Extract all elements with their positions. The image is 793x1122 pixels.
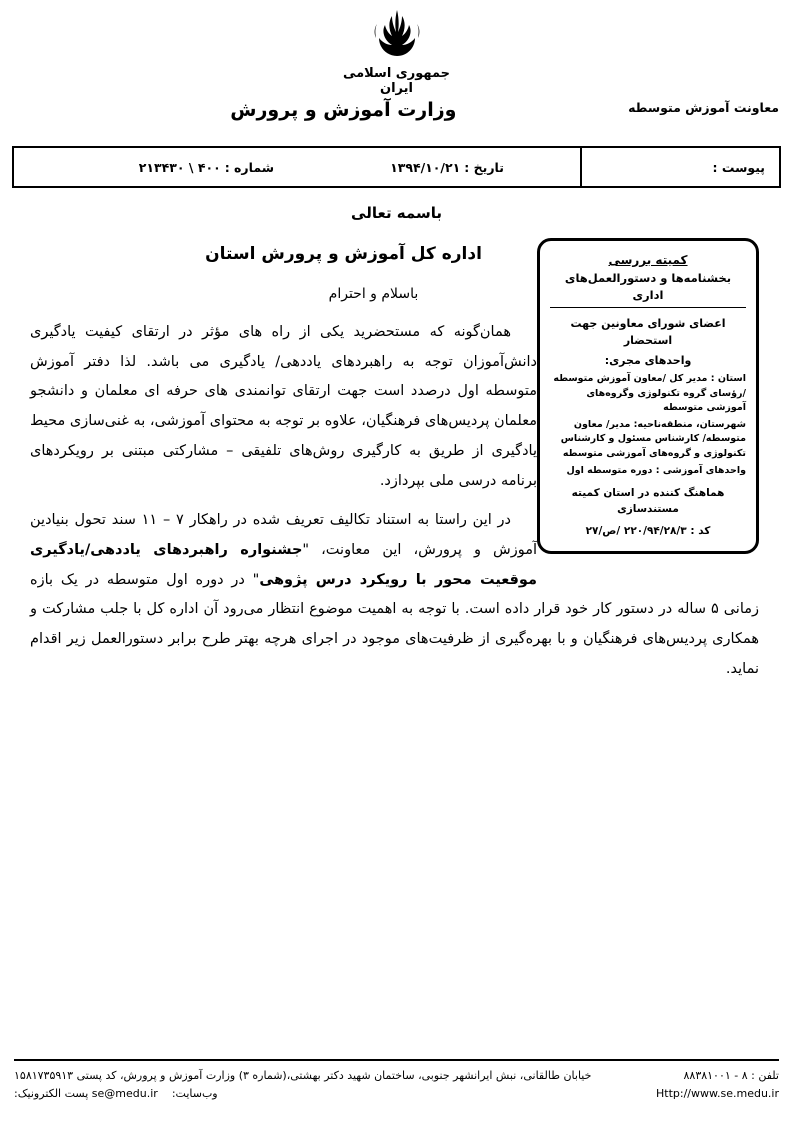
number-field (14, 148, 314, 186)
letter-paragraph-2: در این راستا به استناد تکالیف تعریف شده در راهکار ۷ – ۱۱ سند تحول بنیادین آموزش و پرورش، این معاونت، "جشنواره راهبردهای یاددهی/یادگیری موقعیت محور با رویکرد درس پژوهی" در دوره اول متوسطه در یک بازه زمانی ۵ ساله در دستور کار خود قرار داده است. با توجه به اهمیت موضوع انتظار می‌رود آن اداره کل با جلب مشارکت و همکاری پردیس‌های فرهنگیان و با بهره‌گیری از ظرفیت‌های موجود در اجرای هرچه بهتر طرح برابر دستورالعمل زیر اقدام نماید. (30, 512, 760, 677)
footer-address: خیابان طالقانی، نبش ایرانشهر جنوبی، ساختمان شهید دکتر بهشتی،(شماره ۳) وزارت آموزش و پرورش، کد پستی ۱۵۸۱۷۳۵۹۱۳ (14, 1068, 592, 1082)
stamp-row: واحدهای آموزشی : دوره متوسطه اول (566, 464, 746, 476)
stamp-row: شهرستان، منطقه‌ناحیه: مدیر/ معاون متوسطه/ کارشناس مسئول و کارشناس تکنولوژی و گروه‌های آموزشی متوسطه (560, 419, 746, 459)
stamp-code (550, 523, 746, 539)
ministry-emblem (230, 8, 457, 121)
iran-emblem-icon (337, 8, 457, 64)
letter-salutation: باسلام و احترام (328, 286, 419, 302)
footer-email[interactable]: se@medu.ir (91, 1087, 158, 1101)
letter-meta-bar (12, 146, 781, 188)
letter-body (30, 244, 759, 685)
stamp-heading-2: واحدهای مجری: (604, 354, 692, 368)
date-value: ۱۳۹۴/۱۰/۲۱ (390, 159, 461, 175)
stamp-row: استان : مدیر کل /معاون آموزش متوسطه /رؤسای گروه تکنولوژی وگروه‌های آموزشی متوسطه (553, 373, 746, 413)
festival-title-emphasis: جشنواره راهبردهای یاددهی/یادگیری موقعیت محور با رویکرد درس پژوهی (30, 542, 537, 588)
footer-phone: تلفن : ۸ - ۸۸۳۸۱۰۰۱ (683, 1068, 779, 1082)
footer-website[interactable]: Http://www.se.medu.ir (656, 1087, 779, 1101)
attachment-field (580, 148, 779, 186)
stamp-subtitle: بخشنامه‌ها و دستورالعمل‌های اداری (550, 270, 746, 309)
stamp-footer: هماهنگ کننده در استان کمیته مستندسازی (571, 487, 725, 516)
department-label: معاونت آموزش متوسطه (628, 100, 779, 115)
document-header (0, 0, 793, 140)
letter-addressee: اداره کل آموزش و پرورش استان (205, 244, 482, 264)
basmala-text: باسمه تعالی (351, 204, 442, 222)
date-label: تاریخ : (464, 159, 504, 175)
number-value: ۴۰۰ \ ۲۱۳۴۳۰ (138, 159, 221, 175)
number-label: شماره : (224, 159, 274, 175)
attachment-label: پیوست : (712, 159, 765, 175)
footer-email-label: پست الکترونیک: (14, 1087, 89, 1101)
document-footer (14, 1059, 779, 1104)
date-field (314, 148, 580, 186)
stamp-code-value: ۲۲۰/۹۴/۲۸/۳ /ص/۲۷ (585, 524, 687, 537)
stamp-title: کمیته بررسی (608, 253, 688, 267)
footer-contact (14, 1085, 218, 1104)
org-name-line2: وزارت آموزش و پرورش (230, 99, 457, 121)
stamp-heading-1: اعضای شورای معاونین جهت استحضار (570, 317, 726, 348)
stamp-code-label: کد : (690, 524, 711, 537)
org-name-line1: جمهوری اسلامی ایران (342, 66, 451, 96)
review-committee-stamp (537, 238, 759, 554)
letter-paragraph-1: همان‌گونه که مستحضرید یکی از راه های مؤثر در ارتقای کیفیت یادگیری دانش‌آموزان توجه به راهبردهای یاددهی/ یادگیری می باشد. لذا دفتر آموزش متوسطه اول درصدد است جهت ارتقای توانمندی های حرفه ای معلمان و دانشجو معلمان پردیس‌های فرهنگیان، علاوه بر توجه به محتوای آموزشی، به غنی‌سازی محیط یادگیری از طریق به کارگیری روش‌های تلفیقی – مشارکتی مبتنی بر رویکردهای برنامه درسی ملی بپردازد. (30, 324, 537, 489)
footer-website-label: وب‌سایت: (171, 1087, 218, 1101)
